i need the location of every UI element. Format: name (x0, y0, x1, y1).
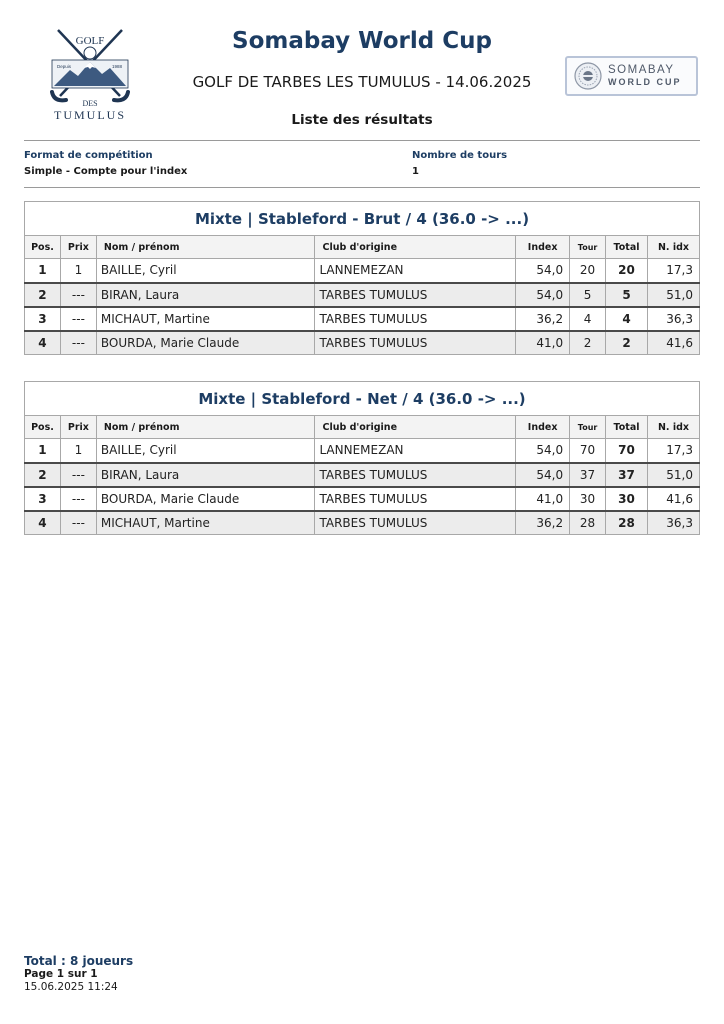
col-header-total: Total (606, 416, 648, 439)
cell-tour: 70 (570, 439, 606, 463)
cell-total: 5 (606, 283, 648, 307)
cell-prix: --- (60, 283, 96, 307)
cell-club: TARBES TUMULUS (315, 331, 516, 355)
cell-prix: --- (60, 487, 96, 511)
page-subtitle: GOLF DE TARBES LES TUMULUS - 14.06.2025 (192, 73, 532, 91)
cell-nidx: 17,3 (648, 259, 700, 283)
total-players: Total : 8 joueurs (24, 954, 134, 968)
col-header-prix: Prix (60, 416, 96, 439)
col-header-name: Nom / prénom (96, 236, 315, 259)
cell-index: 36,2 (516, 511, 570, 535)
cell-nidx: 41,6 (648, 331, 700, 355)
table-row (25, 307, 700, 331)
logo-depuis-text: Depuis (57, 64, 72, 69)
cell-total: 30 (606, 487, 648, 511)
logo-tumulus-text: TUMULUS (53, 108, 127, 122)
col-header-index: Index (516, 416, 570, 439)
logo-somabay-text: SOMABAY (608, 64, 675, 76)
col-header-nidx: N. idx (648, 416, 700, 439)
col-header-pos: Pos. (25, 416, 61, 439)
cell-pos: 3 (25, 487, 61, 511)
cell-nidx: 51,0 (648, 463, 700, 487)
col-header-name: Nom / prénom (96, 416, 315, 439)
cell-pos: 4 (25, 511, 61, 535)
cell-name: BAILLE, Cyril (96, 259, 315, 283)
cell-index: 54,0 (516, 259, 570, 283)
cell-prix: --- (60, 331, 96, 355)
cell-nidx: 51,0 (648, 283, 700, 307)
cell-name: BIRAN, Laura (96, 283, 315, 307)
results-table-brut (24, 201, 700, 355)
col-header-tour: Tour (570, 236, 606, 259)
format-label: Format de compétition (24, 150, 153, 161)
table-title: Mixte | Stableford - Brut / 4 (36.0 -> ...) (25, 202, 700, 236)
cell-nidx: 17,3 (648, 439, 700, 463)
somabay-world-cup-logo (565, 56, 698, 96)
col-header-club: Club d'origine (315, 236, 516, 259)
cell-tour: 2 (570, 331, 606, 355)
cell-total: 37 (606, 463, 648, 487)
cell-club: TARBES TUMULUS (315, 487, 516, 511)
results-table-net (24, 381, 700, 535)
cell-nidx: 36,3 (648, 511, 700, 535)
cell-total: 4 (606, 307, 648, 331)
logo-golf-text: GOLF (75, 35, 105, 47)
cell-pos: 2 (25, 463, 61, 487)
table-row (25, 463, 700, 487)
logo-worldcup-text: WORLD CUP (608, 77, 682, 87)
cell-tour: 20 (570, 259, 606, 283)
table-row (25, 439, 700, 463)
col-header-index: Index (516, 236, 570, 259)
table-row (25, 259, 700, 283)
format-value: Simple - Compte pour l'index (24, 166, 188, 177)
cell-index: 41,0 (516, 487, 570, 511)
cell-tour: 4 (570, 307, 606, 331)
cell-index: 54,0 (516, 439, 570, 463)
cell-prix: --- (60, 307, 96, 331)
cell-name: BOURDA, Marie Claude (96, 331, 315, 355)
col-header-pos: Pos. (25, 236, 61, 259)
cell-total: 28 (606, 511, 648, 535)
cell-total: 70 (606, 439, 648, 463)
cell-prix: --- (60, 511, 96, 535)
table-row (25, 283, 700, 307)
cell-name: MICHAUT, Martine (96, 307, 315, 331)
cell-index: 54,0 (516, 283, 570, 307)
cell-name: MICHAUT, Martine (96, 511, 315, 535)
cell-tour: 5 (570, 283, 606, 307)
cell-club: TARBES TUMULUS (315, 463, 516, 487)
rounds-label: Nombre de tours (412, 150, 508, 161)
cell-total: 2 (606, 331, 648, 355)
cell-total: 20 (606, 259, 648, 283)
cell-club: TARBES TUMULUS (315, 307, 516, 331)
cell-pos: 2 (25, 283, 61, 307)
logo-year-text: 1988 (112, 64, 123, 69)
cell-prix: --- (60, 463, 96, 487)
cell-pos: 3 (25, 307, 61, 331)
cell-index: 41,0 (516, 331, 570, 355)
cell-name: BOURDA, Marie Claude (96, 487, 315, 511)
page-title: Somabay World Cup (232, 28, 492, 54)
results-list-title: Liste des résultats (291, 112, 433, 128)
cell-tour: 28 (570, 511, 606, 535)
cell-prix: 1 (60, 259, 96, 283)
cell-club: TARBES TUMULUS (315, 511, 516, 535)
cell-index: 36,2 (516, 307, 570, 331)
golf-tumulus-logo-icon (40, 26, 140, 122)
table-row (25, 487, 700, 511)
cell-club: TARBES TUMULUS (315, 283, 516, 307)
cell-name: BIRAN, Laura (96, 463, 315, 487)
page-number: Page 1 sur 1 (24, 968, 98, 980)
cell-nidx: 41,6 (648, 487, 700, 511)
col-header-nidx: N. idx (648, 236, 700, 259)
cell-tour: 37 (570, 463, 606, 487)
cell-index: 54,0 (516, 463, 570, 487)
table-row (25, 331, 700, 355)
col-header-club: Club d'origine (315, 416, 516, 439)
print-timestamp: 15.06.2025 11:24 (24, 981, 118, 993)
col-header-prix: Prix (60, 236, 96, 259)
cell-prix: 1 (60, 439, 96, 463)
somabay-emblem-icon (574, 62, 602, 90)
cell-pos: 1 (25, 439, 61, 463)
col-header-total: Total (606, 236, 648, 259)
cell-name: BAILLE, Cyril (96, 439, 315, 463)
cell-club: LANNEMEZAN (315, 259, 516, 283)
table-title: Mixte | Stableford - Net / 4 (36.0 -> ...) (25, 382, 700, 416)
cell-club: LANNEMEZAN (315, 439, 516, 463)
col-header-tour: Tour (570, 416, 606, 439)
page-footer (24, 954, 133, 994)
logo-des-text: DES (82, 99, 98, 108)
cell-pos: 4 (25, 331, 61, 355)
divider (24, 140, 700, 141)
rounds-value: 1 (412, 166, 419, 177)
divider (24, 187, 700, 188)
cell-pos: 1 (25, 259, 61, 283)
cell-tour: 30 (570, 487, 606, 511)
cell-nidx: 36,3 (648, 307, 700, 331)
table-row (25, 511, 700, 535)
